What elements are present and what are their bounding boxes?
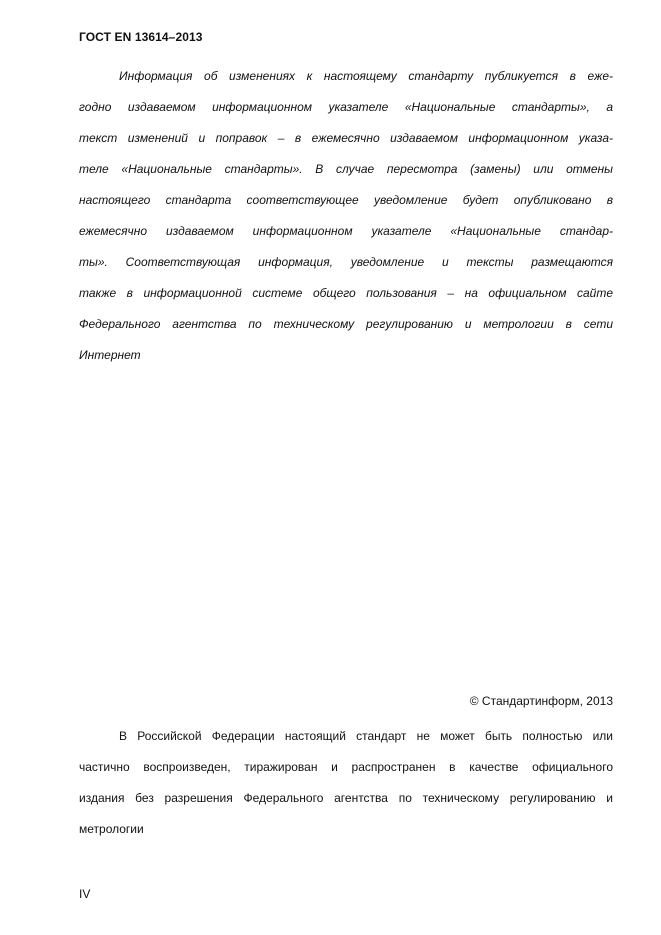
paragraph-line: годно издаваемом информационном указателе «Национальные стандарты», а [79, 100, 613, 114]
paragraph-line: Интернет [79, 348, 141, 362]
paragraph-line: настоящего стандарта соответствующее уведомление будет опубликовано в [79, 193, 613, 207]
reproduction-rights-paragraph [79, 721, 613, 845]
copyright-notice: © Стандартинформ, 2013 [469, 694, 613, 708]
paragraph-line: Информация об изменениях к настоящему стандарту публикуется в еже- [119, 69, 613, 83]
paragraph-line: В Российской Федерации настоящий стандарт не может быть полностью или [119, 729, 613, 743]
paragraph-line: текст изменений и поправок – в ежемесячно издаваемом информационном указа- [79, 131, 613, 145]
paragraph-line: частично воспроизведен, тиражирован и распространен в качестве официального [79, 760, 613, 774]
paragraph-line: также в информационной системе общего пользования – на официальном сайте [79, 286, 613, 300]
page-number: IV [79, 887, 91, 901]
paragraph-line: издания без разрешения Федерального агентства по техническому регулированию и [79, 791, 613, 805]
standard-code-header: ГОСТ EN 13614–2013 [79, 30, 203, 44]
paragraph-line: ежемесячно издаваемом информационном указателе «Национальные стандар- [79, 224, 613, 238]
paragraph-line: теле «Национальные стандарты». В случае пересмотра (замены) или отмены [79, 162, 613, 176]
change-info-paragraph [79, 61, 613, 371]
paragraph-line: ты». Соответствующая информация, уведомление и тексты размещаются [79, 255, 613, 269]
paragraph-line: Федерального агентства по техническому регулированию и метрологии в сети [79, 317, 613, 331]
paragraph-line: метрологии [79, 822, 144, 836]
